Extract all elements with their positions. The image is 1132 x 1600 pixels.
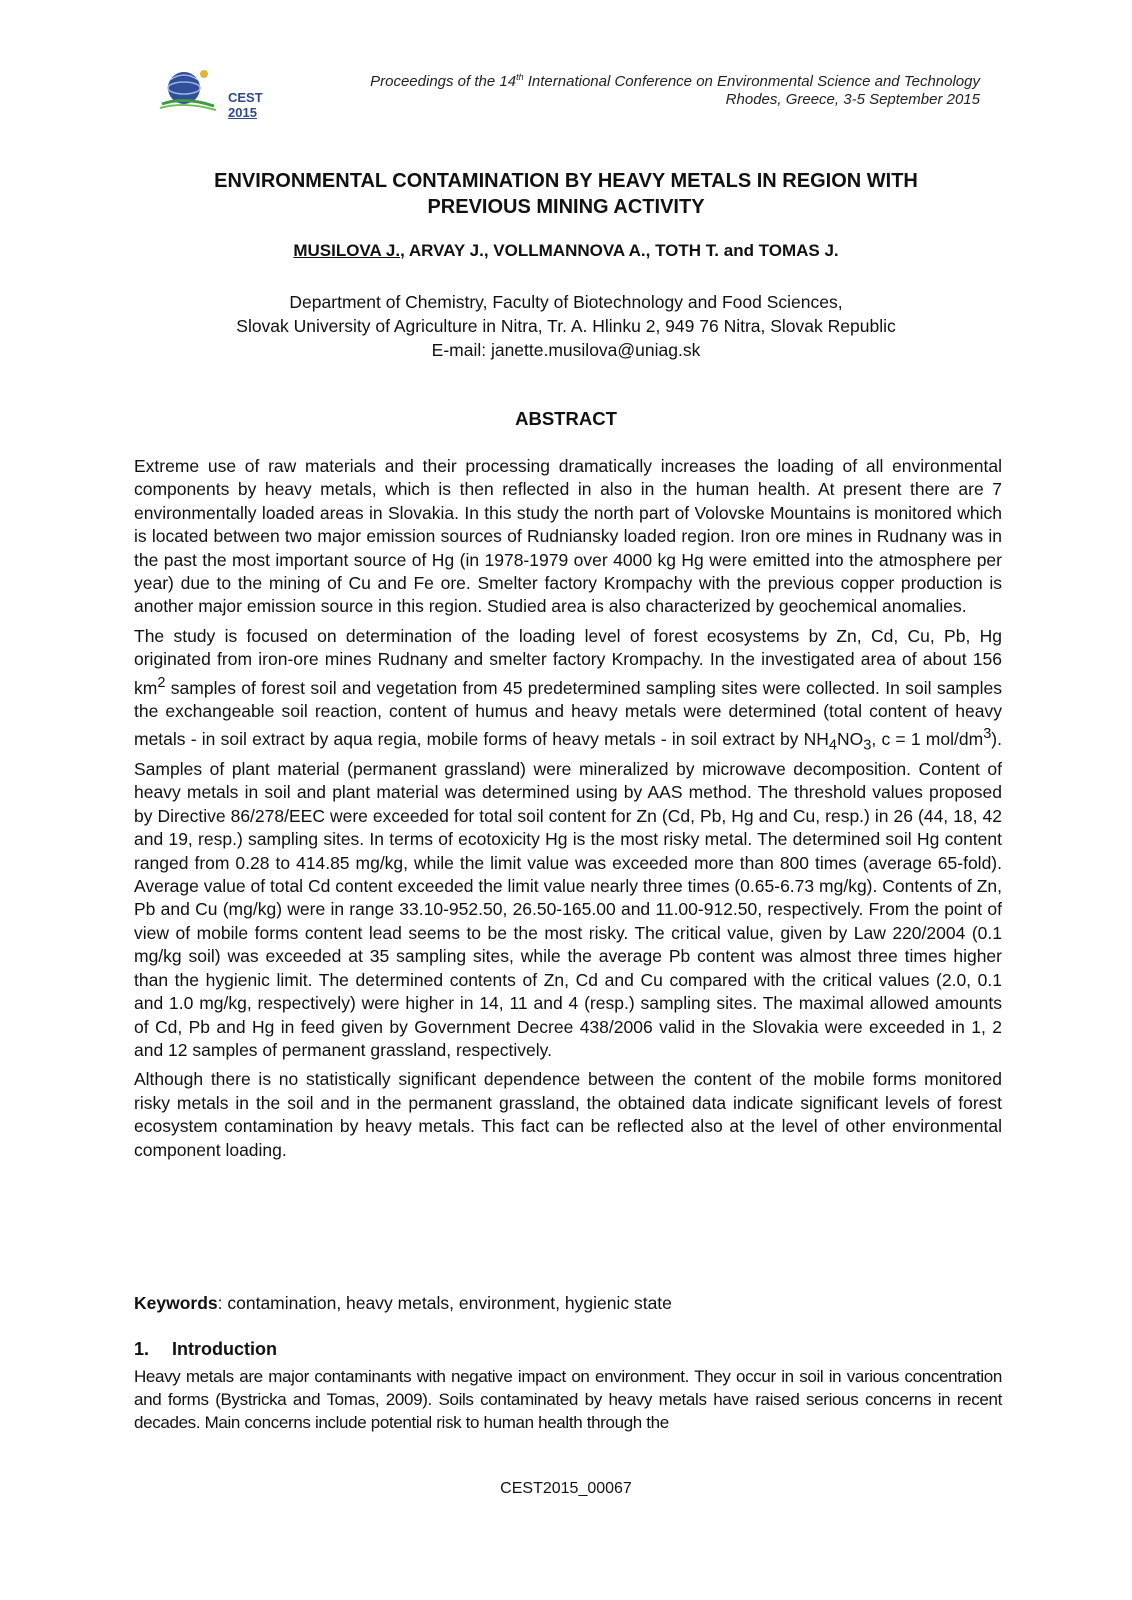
keywords bbox=[134, 1293, 1002, 1314]
globe-logo-icon bbox=[154, 66, 224, 114]
logo-text: CEST bbox=[228, 90, 263, 105]
abstract-text: NO bbox=[837, 729, 864, 750]
paper-title bbox=[130, 168, 1002, 220]
proceedings-text: Proceedings of the 14 bbox=[370, 73, 517, 90]
abstract-text: samples of forest soil and vegetation from 45 predetermined sampling sites were collected. In soil samples the exchangeable soil reaction, content of humus and heavy metals were determined (total content of heavy metals - in soil extract by aqua regia, mobile forms of heavy metals - in soil extract by NH bbox=[134, 677, 1002, 750]
introduction-paragraph: Heavy metals are major contaminants with negative impact on environment. They occur in soil in various concentration and forms (Bystricka and Tomas, 2009). Soils contaminated by heavy metals have raised serious concerns in recent decades. Main concerns include potential risk to human health through the bbox=[134, 1367, 1002, 1432]
abstract-paragraph: Extreme use of raw materials and their processing dramatically increases the loading of all environmental components by heavy metals, which is then reflected in also in the human health. At present there are 7 environmentally loaded areas in Slovakia. In this study the north part of Volovske Mountains is monitored which is located between two major emission sources of Rudniansky loaded region. Iron ore mines in Rudnany was in the past the most important source of Hg (in 1978-1979 over 4000 kg Hg were emitted into the atmosphere per year) due to the mining of Cu and Fe ore. Smelter factory Krompachy with the previous copper production is another major emission source in this region. Studied area is also characterized by geochemical anomalies. bbox=[134, 456, 1002, 617]
title-line-2: PREVIOUS MINING ACTIVITY bbox=[427, 196, 705, 218]
affiliation-department: Department of Chemistry, Faculty of Biotechnology and Food Sciences, bbox=[289, 292, 843, 312]
proceedings-text-rest: International Conference on Environmental Science and Technology bbox=[523, 73, 980, 90]
page-header bbox=[150, 62, 980, 122]
superscript: 3 bbox=[983, 726, 992, 743]
subscript: 3 bbox=[863, 737, 872, 754]
title-line-1: ENVIRONMENTAL CONTAMINATION BY HEAVY METALS IN REGION WITH bbox=[214, 170, 918, 192]
ordinal-suffix: th bbox=[516, 72, 524, 82]
abstract-text: ). Samples of plant material (permanent grassland) were mineralized by microwave decomposition. Content of heavy metals in soil and plant material was determined using by AAS method. The threshold values proposed by Directive 86/278/EEC were exceeded for total soil content for Zn (Cd, Pb, Hg and Cu, resp.) in 26 (44, 18, 42 and 19, resp.) sampling sites. In terms of ecotoxicity Hg is the most risky metal. The determined soil Hg content ranged from 0.28 to 414.85 mg/kg, while the limit value was exceeded more than 800 times (average 65-fold). Average value of total Cd content exceeded the limit value nearly three times (0.65-6.73 mg/kg). Contents of Zn, Pb and Cu (mg/kg) were in range 33.10-952.50, 26.50-165.00 and 11.00-912.50, respectively. From the point of view of mobile forms content lead seems to be the most risky. The critical value, given by Law 220/2004 (0.1 mg/kg soil) was exceeded at 35 sampling sites, while the average Pb content was almost three times higher than the hygienic limit. The determined contents of Zn, Cd and Cu compared with the critical values (2.0, 0.1 and 1.0 mg/kg, respectively) were higher in 14, 11 and 4 (resp.) sampling sites. The maximal allowed amounts of Cd, Pb and Hg in feed given by Government Decree 438/2006 valid in the Slovakia were exceeded in 1, 2 and 12 samples of permanent grassland, respectively. bbox=[134, 729, 1002, 1060]
section-title: Introduction bbox=[172, 1339, 277, 1359]
logo-year: 2015 bbox=[228, 105, 257, 120]
abstract-heading: ABSTRACT bbox=[515, 408, 617, 429]
proceedings-line-1 bbox=[370, 68, 980, 91]
abstract-text: The study is focused on determination of the loading level of forest ecosystems by Zn, Cd, Cu, Pb, Hg originated from iron-ore mines Rudnany and smelter factory Krompachy. In the investigated area of about 156 km bbox=[134, 625, 1002, 698]
section-number: 1. bbox=[134, 1339, 150, 1359]
section-heading-introduction bbox=[134, 1339, 277, 1360]
keywords-list: : contamination, heavy metals, environment, hygienic state bbox=[217, 1293, 672, 1313]
conference-logo bbox=[154, 66, 284, 120]
proceedings-info bbox=[370, 68, 980, 109]
affiliation-email: E-mail: janette.musilova@uniag.sk bbox=[431, 340, 701, 360]
abstract-paragraph bbox=[134, 625, 1002, 1062]
logo-wordmark bbox=[228, 90, 284, 120]
co-authors: , ARVAY J., VOLLMANNOVA A., TOTH T. and TOMAS J. bbox=[400, 241, 839, 260]
keywords-label: Keywords bbox=[134, 1293, 218, 1313]
author-list bbox=[130, 241, 1002, 261]
superscript: 2 bbox=[157, 674, 166, 691]
proceedings-line-2: Rhodes, Greece, 3-5 September 2015 bbox=[725, 91, 980, 108]
subscript: 4 bbox=[828, 737, 838, 754]
introduction-body bbox=[134, 1365, 1002, 1434]
corresponding-author: MUSILOVA J. bbox=[293, 241, 401, 260]
abstract-body bbox=[134, 455, 1002, 1168]
abstract-text: , c = 1 mol/dm bbox=[871, 729, 984, 750]
affiliation bbox=[130, 290, 1002, 362]
affiliation-university: Slovak University of Agriculture in Nitra, Tr. A. Hlinku 2, 949 76 Nitra, Slovak Republic bbox=[236, 316, 896, 336]
abstract-paragraph: Although there is no statistically significant dependence between the content of the mobile forms monitored risky metals in the soil and in the permanent grassland, the obtained data indicate significant levels of forest ecosystem contamination by heavy metals. This fact can be reflected also at the level of other environmental component loading. bbox=[134, 1069, 1002, 1160]
page-footer: CEST2015_00067 bbox=[500, 1480, 632, 1497]
